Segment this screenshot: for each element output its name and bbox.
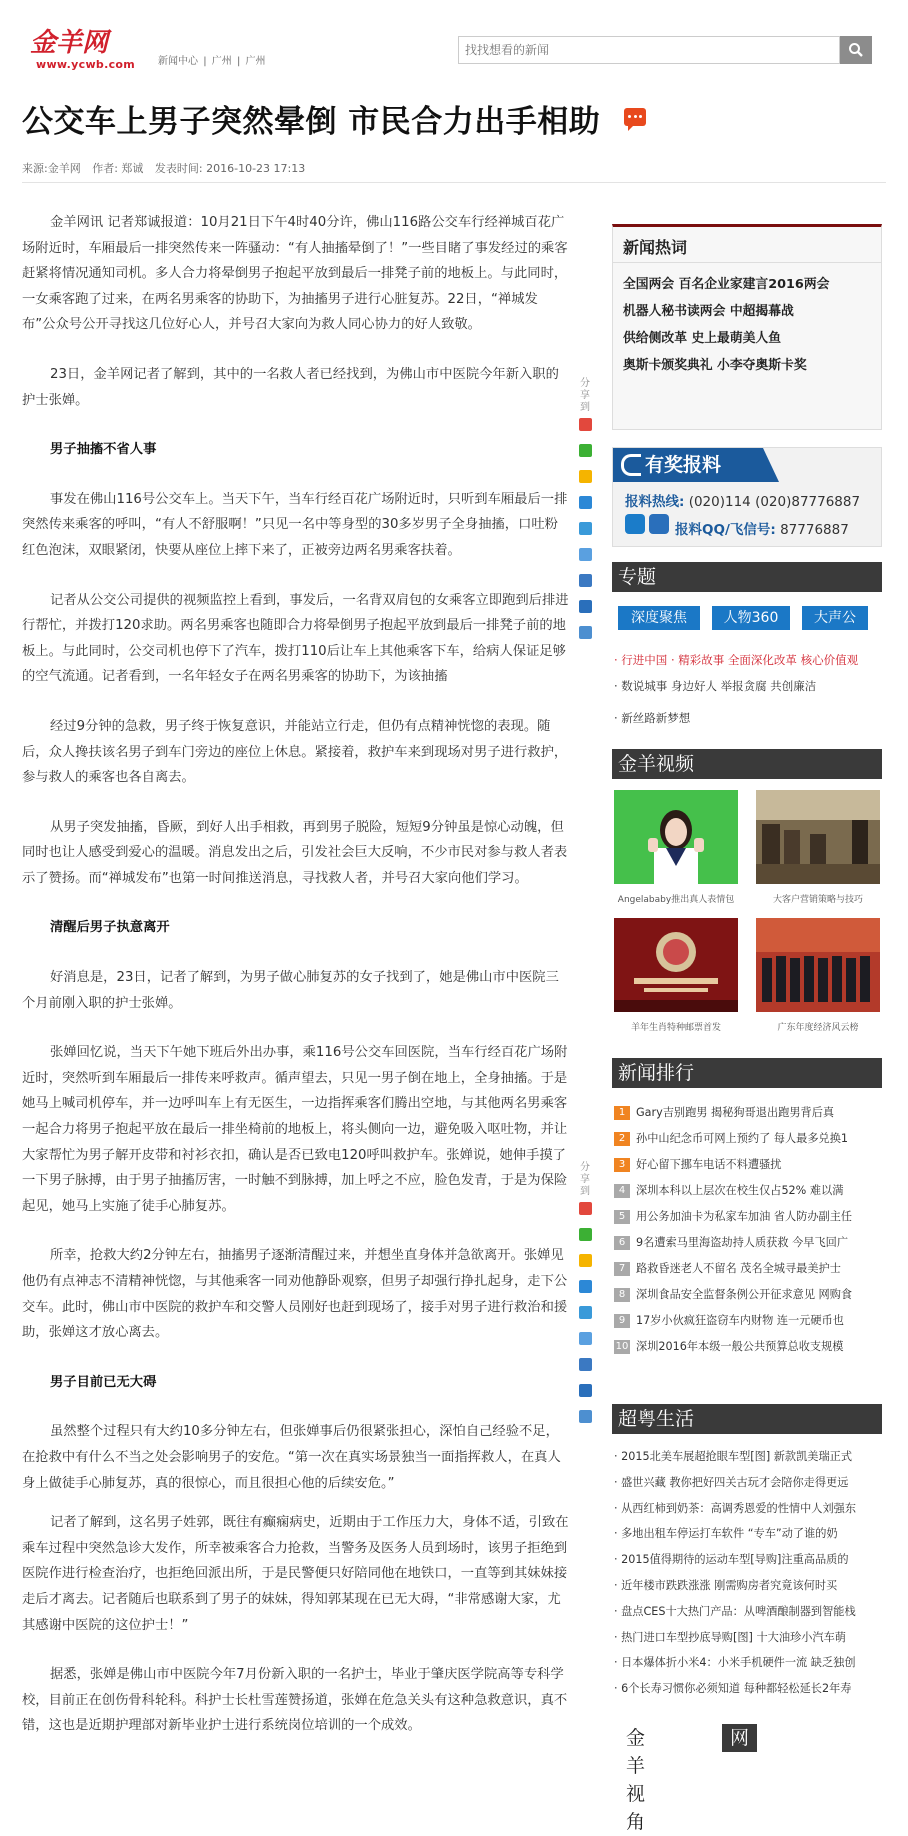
page-title: 公交车上男子突然晕倒 市民合力出手相助: [22, 104, 601, 140]
rank-item[interactable]: [614, 1234, 848, 1250]
rank-item[interactable]: [614, 1156, 781, 1172]
hot-word-item[interactable]: 奥斯卡颁奖典礼 小李夺奥斯卡奖: [623, 358, 807, 373]
rank-item[interactable]: [614, 1182, 843, 1198]
rank-item[interactable]: [614, 1312, 844, 1328]
article-paragraph: 据悉，张婵是佛山市中医院今年7月份新入职的一名护士，毕业于肇庆医学院高等专科学校，目前正在创伤骨科轮科。科护士长杜雪莲赞扬道，张婵在危急关头有这种急救意识，真不错，这也是近期护理部对新毕业护士进行系统岗位培训的一个成效。: [22, 1667, 568, 1734]
article-paragraph: 金羊网讯 记者郑诚报道：10月21日下午4时40分许，佛山116路公交车行经禅城百花广场附近时，车厢最后一排突然传来一阵骚动：“有人抽搐晕倒了！”一些目睹了事发经过的乘客赶紧将情况通知司机。多人合力将晕倒男子抱起平放到最后一排凳子前的地板上。与此同时，一女乘客跑了过来，在两名男乘客的协助下，为抽搐男子进行心脏复苏。22日，“禅城发布”公众号公开寻找这几位好心人，并号召大家向为救人同心协力的好人致敬。: [22, 215, 568, 333]
breadcrumb-sep: |: [236, 56, 241, 67]
life-title: 超粤生活: [612, 1404, 882, 1434]
rank-item[interactable]: [614, 1260, 841, 1276]
rank-text: 孙中山纪念币可网上预约了 每人最多兑换1: [636, 1132, 849, 1145]
qq-value: 87776887: [780, 522, 849, 538]
article-subheading: 男子抽搐不省人事: [50, 442, 157, 458]
rank-title: 新闻排行: [612, 1058, 882, 1088]
topic-links[interactable]: · 行进中国 · 精彩故事 全面深化改革 核心价值观: [614, 653, 859, 667]
people-icon[interactable]: [579, 1384, 592, 1397]
qq-label: 报料QQ/飞信号:: [675, 522, 776, 538]
life-item[interactable]: · 从西红柿到奶茶：高调秀恩爱的性情中人刘强东: [614, 1501, 857, 1515]
article-paragraph: 记者从公交公司提供的视频监控上看到，事发后，一名背双肩包的女乘客立即跑到后排进行帮忙，并拨打120求助。两名男乘客也随即合力将晕倒男子抱起平放到最后一排凳子前的地板上。与此同时，公交司机也停下了汽车，拨打110后让车上其他乘客下车，给病人保证足够的空气流通。记者看到，一名年轻女子在两名男乘客的协助下，为该抽搐: [22, 592, 569, 685]
video-thumbnail[interactable]: [614, 918, 738, 1012]
rank-text: 路救昏迷老人不留名 茂名全城寻最美护士: [636, 1262, 841, 1275]
article-subheading: 男子目前已无大碍: [50, 1374, 157, 1390]
logo-mark: 金羊网: [30, 28, 109, 58]
rank-item[interactable]: [614, 1338, 843, 1354]
article-body: [22, 210, 570, 1763]
hot-word-item[interactable]: 供给侧改革 史上最萌美人鱼: [623, 331, 782, 346]
video-thumbnail[interactable]: [614, 790, 738, 884]
article-paragraph: 张婵回忆说，当天下午她下班后外出办事，乘116号公交车回医院，当车行经百花广场附近时，突然听到车厢最后一排传来呼救声。循声望去，只见一男子倒在地上，全身抽搐。于是她马上喊司机停车，并一边呼叫车上有无医生，一边指挥乘客们腾出空地，与其他两名男乘客一起合力将男子抱起平放在最后一排坐椅前的地板上，将头侧向一边，避免吸入呕吐物，并让大家帮忙为男子解开皮带和衬衫衣扣，确认是否已致电120呼叫救护车。张婵说，她伸手摸了一下男子脉搏，由于男子抽搐厉害，一时触不到脉搏，加上呼之不应，脸色发青，于是为保险起见，她马上实施了徒手心肺复苏。: [22, 1045, 568, 1214]
rank-item[interactable]: [614, 1208, 852, 1224]
life-item[interactable]: · 热门进口车型抄底导购[图] 十大油珍小汽车萌: [614, 1630, 846, 1644]
wechat-icon[interactable]: [579, 1228, 592, 1241]
rank-number: 8: [614, 1288, 630, 1302]
report-title: 有奖报料: [645, 454, 722, 476]
divider: [22, 182, 886, 183]
qq-icon[interactable]: [579, 496, 592, 509]
life-item[interactable]: · 6个长寿习惯你必须知道 每种都轻松延长2年寿: [614, 1682, 852, 1696]
hotline-value: (020)114 (020)87776887: [688, 494, 861, 510]
rank-item[interactable]: [614, 1286, 852, 1302]
rank-number: 3: [614, 1158, 630, 1172]
article-paragraph: 从男子突发抽搐，昏厥，到好人出手相救，再到男子脱险，短短9分钟虽是惊心动魄，但同时也让人感受到爱心的温暖。消息发出之后，引发社会巨大反响，不少市民对参与救人者表示了赞扬。而“禅城发布”也第一时间推送消息，寻找救人者，并号召大家向他们学习。: [22, 819, 568, 886]
rank-text: 深圳食品安全监督条例公开征求意见 网购食: [636, 1288, 853, 1301]
share-label: 分 享 到: [580, 1162, 590, 1197]
rank-number: 9: [614, 1314, 630, 1328]
douban-icon[interactable]: [579, 574, 592, 587]
article-source: 来源:金羊网: [22, 162, 81, 175]
life-item[interactable]: · 日本爆体折小米4：小米手机硬件一流 缺乏独创: [614, 1656, 856, 1670]
video-title: 金羊视频: [612, 749, 882, 779]
wechat-icon[interactable]: [579, 444, 592, 457]
life-item[interactable]: · 盘点CES十大热门产品：从啤酒酿制器到智能栈: [614, 1604, 856, 1618]
rank-number: 10: [615, 1341, 629, 1352]
video-caption[interactable]: Angelababy推出真人表情包: [617, 895, 735, 905]
weibo-icon[interactable]: [579, 418, 592, 431]
article-time: 发表时间: 2016-10-23 17:13: [154, 162, 306, 175]
topic-button[interactable]: 大声公: [802, 606, 868, 630]
tab-netizen-comments[interactable]: 网友辣评: [722, 1724, 757, 1752]
qq-icon[interactable]: [579, 1280, 592, 1293]
rank-text: 用公务加油卡为私家车加油 省人防办副主任: [636, 1210, 853, 1223]
life-item[interactable]: · 近年楼市跌跌涨涨 刚需购房者究竟该何时买: [614, 1579, 838, 1592]
video-thumbnail[interactable]: [756, 918, 880, 1012]
more-share-icon[interactable]: [579, 626, 592, 639]
topic-button[interactable]: 人物360: [712, 606, 790, 630]
hot-words-panel: [612, 224, 882, 430]
share-label: 分 享 到: [580, 378, 590, 413]
renren-icon[interactable]: [579, 1332, 592, 1345]
search-icon: [848, 42, 864, 58]
topic-button[interactable]: 深度聚焦: [618, 606, 700, 630]
report-header: [613, 448, 763, 482]
site-logo[interactable]: [30, 28, 150, 76]
rank-item[interactable]: [614, 1104, 834, 1120]
topic-links[interactable]: · 新丝路新梦想: [614, 711, 691, 725]
rank-text: 深圳本科以上层次在校生仅占52% 难以满: [636, 1184, 844, 1197]
logo-url: www.ycwb.com: [36, 58, 136, 71]
topics-title: 专题: [612, 562, 882, 592]
report-qq: [675, 518, 849, 538]
article-paragraph: 虽然整个过程只有大约10多分钟左右，但张婵事后仍很紧张担心，深怕自己经验不足，在抢救中有什么不当之处会影响男子的安危。“第一次在真实场景独当一面指挥救人，在真人身上做徒手心肺复苏，真的很惊心，而且很担心他的后续安危。”: [22, 1424, 561, 1491]
article-subheading: 清醒后男子执意离开: [50, 920, 170, 936]
phone-icon: [621, 454, 641, 476]
video-caption[interactable]: 羊年生肖特种邮票首发: [630, 1023, 721, 1033]
rank-number: 2: [614, 1132, 630, 1146]
hot-word-item[interactable]: 机器人秘书读两会 中超揭幕战: [623, 304, 794, 319]
hot-word-item[interactable]: 全国两会 百名企业家建言2016两会: [623, 277, 830, 292]
rank-item[interactable]: [614, 1130, 848, 1146]
article-paragraph: 好消息是，23日，记者了解到，为男子做心肺复苏的女子找到了，她是佛山市中医院三个月前刚入职的护士张婵。: [22, 970, 559, 1011]
article-paragraph: 记者了解到，这名男子姓郭，既往有癫痫病史，近期由于工作压力大，身体不适，引致在乘车过程中突然急诊大发作，所幸被乘客合力抢救，当警务及医务人员到场时，该男子拒绝到医院作进行检查治疗，也拒绝回派出所，于是民警便只好陪同他在地铁口，一直等到其妹妹接走后才离去。记者随后也联系到了男子的妹妹，得知郭某现在已无大碍，“非常感谢大家，尤其感谢中医院的这位护士！”: [22, 1515, 569, 1633]
article-paragraph: 事发在佛山116号公交车上。当天下午，当车行经百花广场附近时，只听到车厢最后一排突然传来乘客的呼叫，“有人不舒服啊！”只见一名中等身型的30多岁男子全身抽搐，口吐粉红色泡沫，双眼紧闭，快要从座位上摔下来了，正被旁边两名男乘客扶着。: [22, 491, 568, 558]
article-author: 作者: 郑诚: [92, 162, 144, 175]
rank-number: 5: [614, 1210, 630, 1224]
video-caption[interactable]: 大客户营销策略与技巧: [772, 895, 863, 905]
rank-text: 深圳2016年本级一般公共预算总收支规模: [636, 1340, 844, 1353]
search-box: [458, 36, 840, 64]
hotline-label: 报料热线:: [625, 494, 685, 510]
rank-text: 好心留下挪车电话不料遭骚扰: [636, 1158, 782, 1171]
report-panel: [612, 447, 882, 547]
breadcrumb-item[interactable]: 广州: [211, 56, 232, 67]
share-bar: [576, 378, 594, 652]
topic-links[interactable]: · 数说城事 身边好人 举报贪腐 共创廉洁: [614, 679, 817, 693]
qzone-icon[interactable]: [579, 470, 592, 483]
breadcrumb-item[interactable]: 广州: [245, 56, 266, 67]
tencent-weibo-icon[interactable]: [579, 1306, 592, 1319]
video-thumbnail[interactable]: [756, 790, 880, 884]
life-item[interactable]: · 2015值得期待的运动车型[导购]注重高品质的: [614, 1553, 849, 1567]
article-meta: [22, 160, 313, 176]
breadcrumb-sep: |: [203, 56, 207, 67]
renren-icon[interactable]: [579, 548, 592, 561]
rank-text: 17岁小伙疯狂盗窃车内财物 连一元硬币也: [636, 1314, 844, 1327]
life-item[interactable]: · 多地出租车停运打车软件 “专车”动了谁的奶: [614, 1527, 838, 1541]
tab-jinyang-view[interactable]: 金羊视角: [618, 1724, 653, 1752]
search-input[interactable]: [459, 37, 839, 63]
breadcrumb-item[interactable]: 新闻中心: [158, 56, 198, 67]
tencent-weibo-icon[interactable]: [579, 522, 592, 535]
weibo-icon[interactable]: [579, 1202, 592, 1215]
qzone-icon[interactable]: [579, 1254, 592, 1267]
rank-number: 1: [614, 1106, 630, 1120]
fetion-icon[interactable]: [649, 514, 669, 534]
breadcrumb: [158, 52, 268, 67]
comment-icon[interactable]: [624, 108, 646, 126]
rank-number: 7: [614, 1262, 630, 1276]
qq-icon[interactable]: [625, 514, 645, 534]
report-hotline: [625, 490, 860, 510]
more-share-icon[interactable]: [579, 1410, 592, 1423]
share-bar: [576, 1162, 594, 1436]
douban-icon[interactable]: [579, 1358, 592, 1371]
rank-text: Gary吉别跑男 揭秘狗哥退出跑男背后真: [636, 1106, 835, 1119]
rank-number: 4: [614, 1184, 630, 1198]
article-paragraph: 23日，金羊网记者了解到，其中的一名救人者已经找到，为佛山市中医院今年新入职的护士张婵。: [22, 366, 559, 408]
hot-words-title: 新闻热词: [613, 227, 881, 263]
article-paragraph: 经过9分钟的急救，男子终于恢复意识，并能站立行走，但仍有点精神恍惚的表现。随后，众人搀扶该名男子到车门旁边的座位上休息。紧接着，救护车来到现场对男子进行救护，参与救人的乘客也各自离去。: [22, 718, 568, 786]
people-icon[interactable]: [579, 600, 592, 613]
life-item[interactable]: · 盛世兴藏 教你把好四关古玩才会陪你走得更远: [614, 1475, 849, 1489]
life-item[interactable]: · 2015北美车展超抢眼车型[图] 新款凯美瑞正式: [614, 1450, 853, 1463]
rank-number: 6: [614, 1236, 630, 1250]
video-caption[interactable]: 广东年度经济风云榜: [777, 1023, 859, 1033]
search-button[interactable]: [840, 36, 872, 64]
rank-text: 9名遭索马里海盗劫持人质获救 今早飞回广: [636, 1236, 849, 1249]
article-paragraph: 所幸，抢救大约2分钟左右，抽搐男子逐渐清醒过来，并想坐直身体并急欲离开。张婵见他仍有点神志不清精神恍惚，与其他乘客一同劝他静卧观察，但男子却强行挣扎起身，走下公交车。此时，佛山市中医院的救护车和交警人员刚好也赶到现场了，接手对男子进行救治和援助，张婵这才放心离去。: [22, 1248, 568, 1341]
